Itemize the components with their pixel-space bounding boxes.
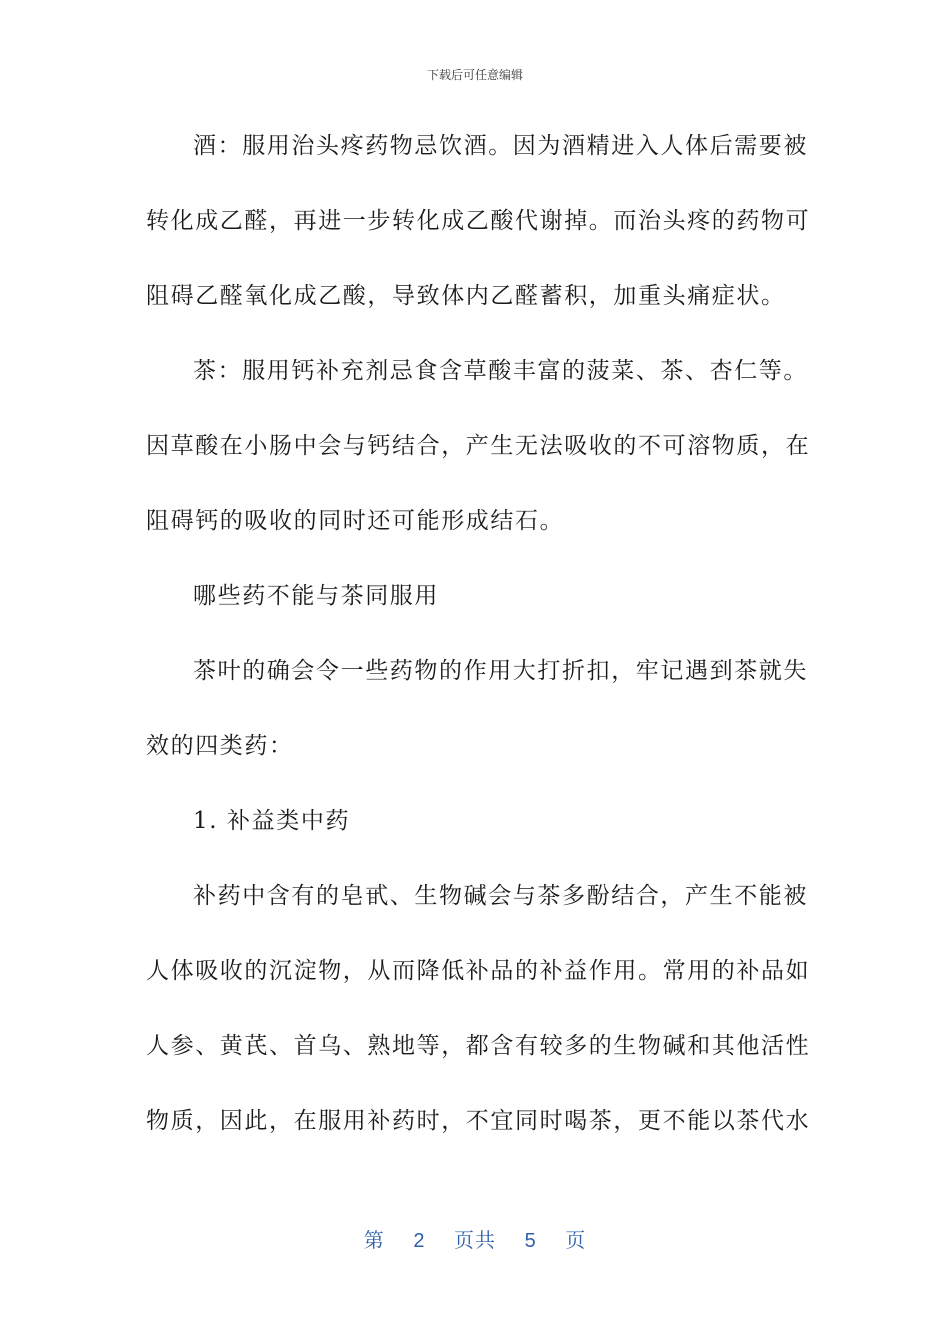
page-footer <box>0 1224 950 1253</box>
text-line: 阻碍乙醛氧化成乙酸，导致体内乙醛蓄积，加重头痛症状。 <box>146 283 786 309</box>
footer-suffix: 页 <box>565 1230 587 1252</box>
body-text <box>146 118 811 1168</box>
text-line: 人参、黄芪、首乌、熟地等，都含有较多的生物碱和其他活性 <box>146 1033 811 1059</box>
text-line: 效的四类药： <box>146 733 294 759</box>
total-page-number: 5 <box>524 1230 537 1252</box>
text-line: 酒：服用治头疼药物忌饮酒。因为酒精进入人体后需要被 <box>193 133 808 159</box>
footer-middle: 页共 <box>454 1230 496 1252</box>
text-line: 转化成乙醛，再进一步转化成乙酸代谢掉。而治头疼的药物可 <box>146 208 811 234</box>
page-header: 下载后可任意编辑 <box>426 68 523 82</box>
text-line: 阻碍钙的吸收的同时还可能形成结石。 <box>146 508 565 534</box>
text-line: 补药中含有的皂甙、生物碱会与茶多酚结合，产生不能被 <box>193 883 808 909</box>
section-heading: 哪些药不能与茶同服用 <box>193 583 439 609</box>
text-line: 因草酸在小肠中会与钙结合，产生无法吸收的不可溶物质，在 <box>146 433 811 459</box>
text-line: 茶叶的确会令一些药物的作用大打折扣，牢记遇到茶就失 <box>193 658 808 684</box>
text-line: 人体吸收的沉淀物，从而降低补品的补益作用。常用的补品如 <box>146 958 811 984</box>
text-line: 茶：服用钙补充剂忌食含草酸丰富的菠菜、茶、杏仁等。 <box>193 358 808 384</box>
current-page-number: 2 <box>413 1230 426 1252</box>
list-item-heading: 1. 补益类中药 <box>193 808 351 834</box>
text-line: 物质，因此，在服用补药时，不宜同时喝茶，更不能以茶代水 <box>146 1108 811 1134</box>
footer-prefix: 第 <box>363 1230 385 1252</box>
